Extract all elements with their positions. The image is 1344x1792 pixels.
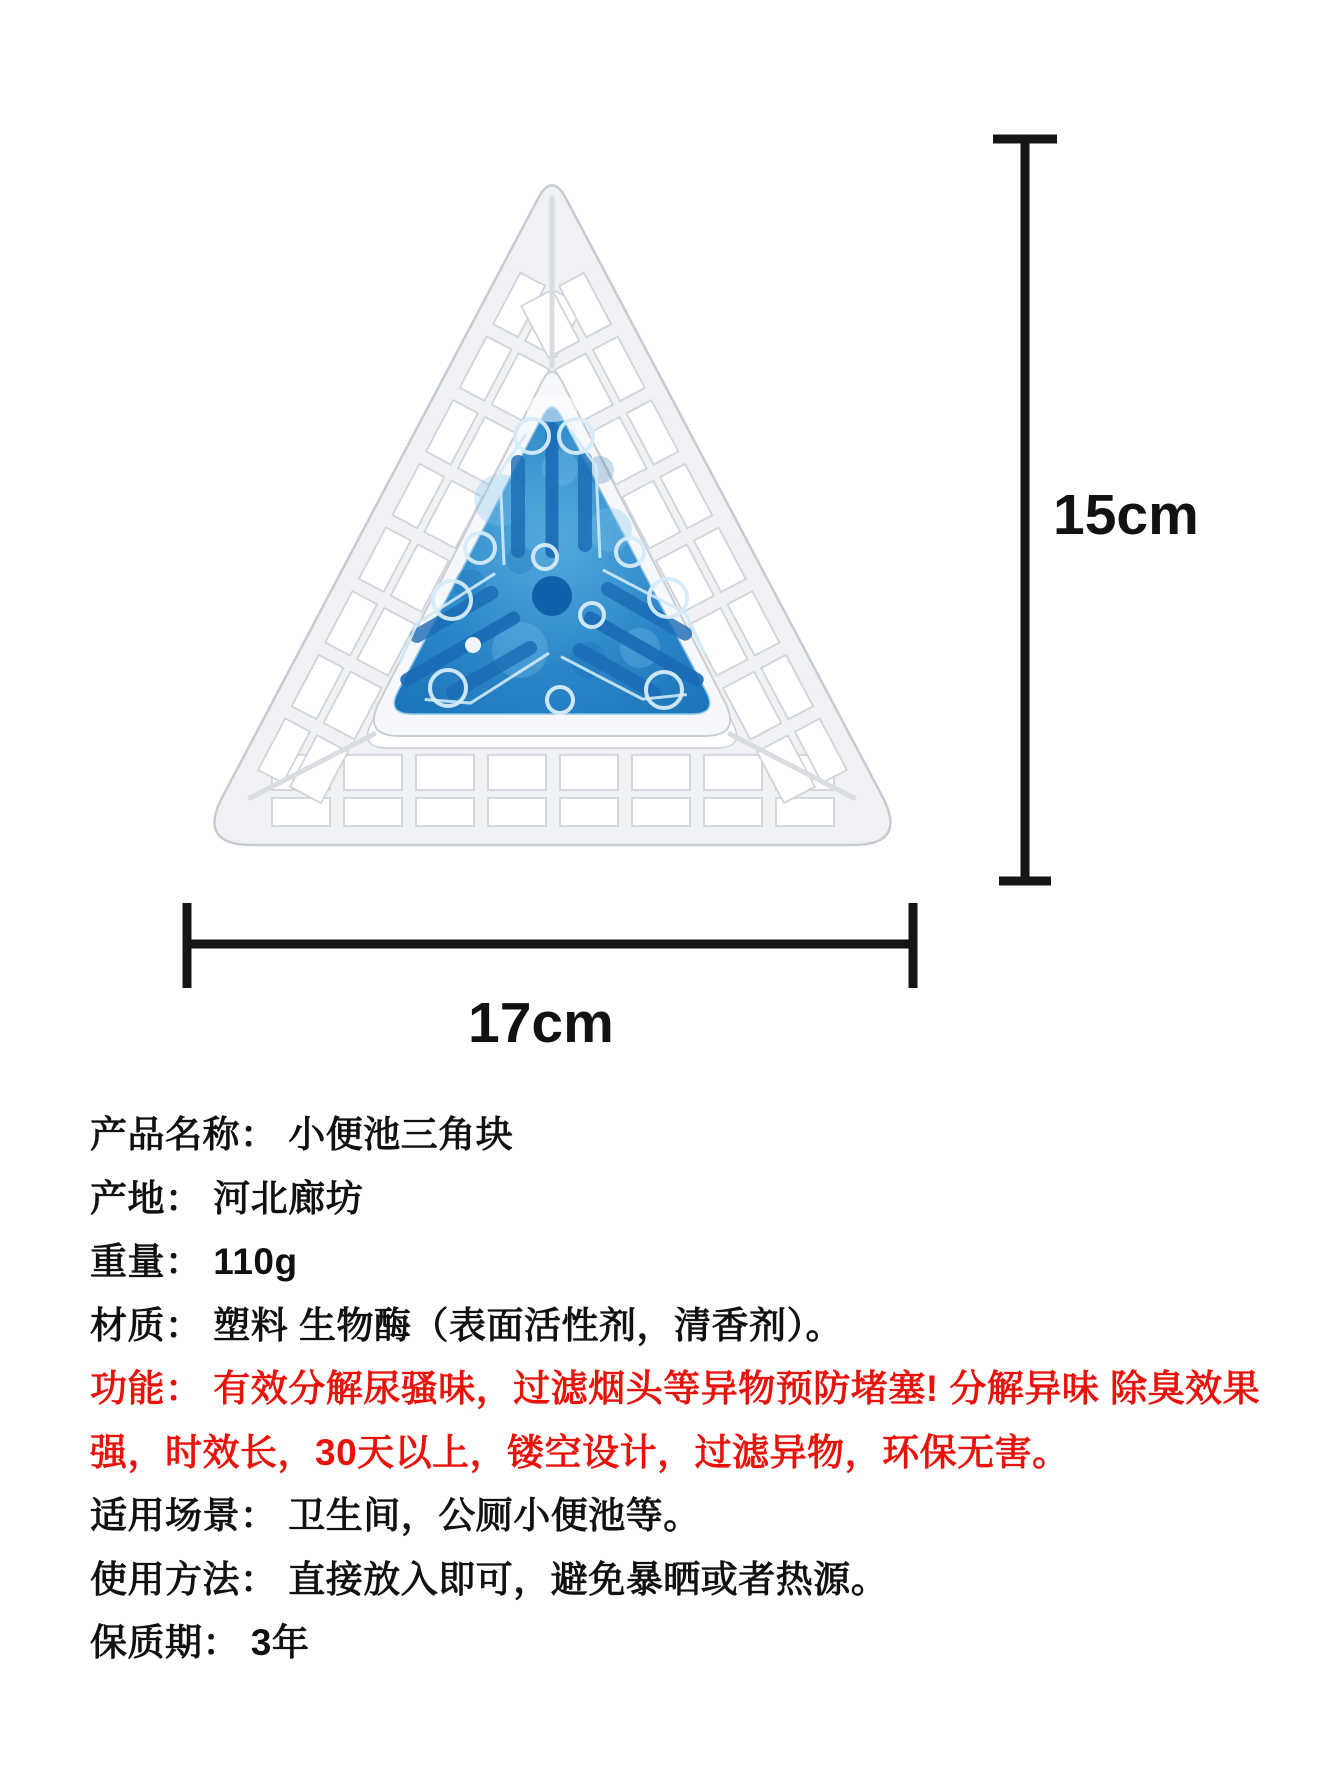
spec-line-origin: 产地： 河北廊坊: [90, 1177, 364, 1219]
lattice-hole: [632, 755, 690, 790]
lattice-hole: [704, 798, 762, 826]
lattice-hole: [416, 755, 474, 790]
height-dimension-label: 15cm: [1053, 483, 1199, 547]
product-specs: [90, 1103, 1260, 1675]
width-dimension-label: 17cm: [468, 991, 614, 1055]
spec-line-product-name: 产品名称： 小便池三角块: [90, 1114, 514, 1155]
height-dimension-line: [993, 139, 1057, 881]
spec-line-function-2: 强，时效长，30天以上，镂空设计，过滤异物，环保无害。: [90, 1431, 1070, 1473]
spec-line-usage: 使用方法： 直接放入即可，避免暴晒或者热源。: [90, 1558, 889, 1600]
lattice-hole: [704, 755, 762, 790]
lattice-hole: [488, 798, 546, 826]
spec-line-weight: 重量： 110g: [90, 1241, 298, 1282]
lattice-hole: [488, 755, 546, 790]
lattice-hole: [416, 798, 474, 826]
width-dimension-line: [183, 903, 917, 988]
lattice-hole: [344, 798, 402, 826]
lattice-hole: [632, 798, 690, 826]
spec-line-function-1: 功能： 有效分解尿骚味，过滤烟头等异物预防堵塞! 分解异味 除臭效果: [90, 1368, 1261, 1409]
spec-line-shelf-life: 保质期： 3年: [90, 1622, 310, 1663]
spec-line-material: 材质： 塑料 生物酶（表面活性剂，清香剂）。: [90, 1304, 844, 1346]
lattice-hole: [560, 755, 618, 790]
lattice-hole: [560, 798, 618, 826]
spec-line-scenarios: 适用场景： 卫生间，公厕小便池等。: [90, 1495, 701, 1536]
gel-center-dot: [532, 576, 572, 616]
lattice-hole: [344, 755, 402, 790]
